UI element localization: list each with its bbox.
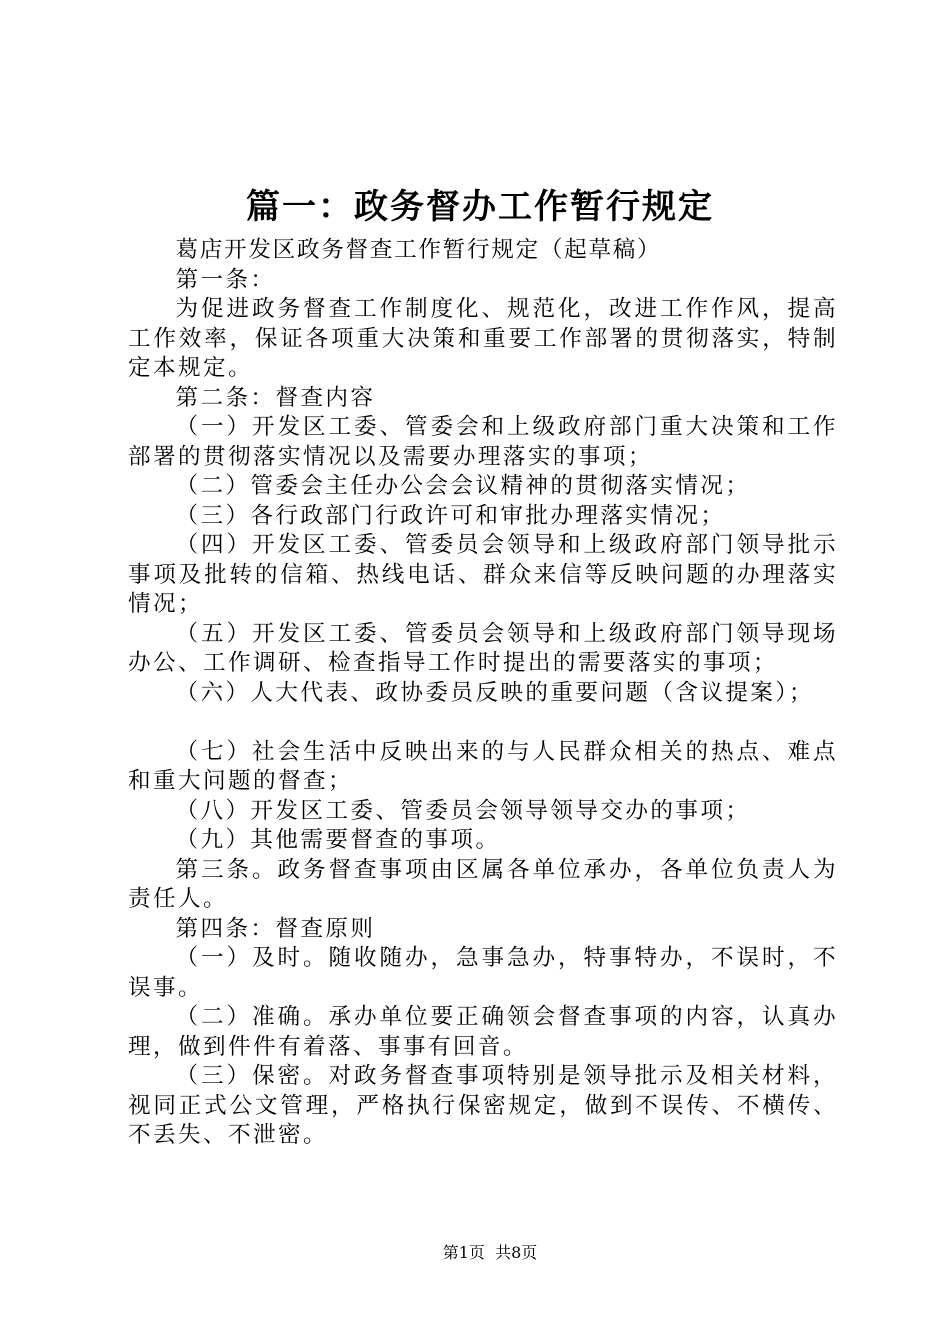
article-3-text: 第三条。政务督查事项由区属各单位承办，各单位负责人为责任人。	[128, 856, 838, 912]
article-2-item-4: （四）开发区工委、管委员会领导和上级政府部门领导批示事项及批转的信箱、热线电话、群众来信等反映问题的办理落实情况；	[128, 532, 838, 617]
page-footer: 第1页 共8页	[442, 1243, 538, 1262]
article-2-item-5: （五）开发区工委、管委员会领导和上级政府部门领导现场办公、工作调研、检查指导工作时提出的需要落实的事项；	[128, 620, 838, 676]
article-2-heading: 第二条：督查内容	[175, 384, 376, 411]
article-4-item-2: （二）准确。承办单位要正确领会督查事项的内容，认真办理，做到件件有着落、事事有回音。	[128, 1004, 838, 1060]
article-2-item-7: （七）社会生活中反映出来的与人民群众相关的热点、难点和重大问题的督查；	[128, 738, 838, 794]
article-2-item-9: （九）其他需要督查的事项。	[175, 827, 501, 853]
document-body	[128, 236, 838, 1151]
document-subtitle: 葛店开发区政务督查工作暂行规定（起草稿）	[175, 237, 662, 263]
blank-line	[128, 708, 838, 738]
article-2-item-6: （六）人大代表、政协委员反映的重要问题（含议提案）；	[175, 679, 814, 706]
article-1-heading: 第一条：	[175, 266, 276, 293]
article-4-item-3: （三）保密。对政务督查事项特别是领导批示及相关材料，视同正式公文管理，严格执行保密规定，做到不误传、不横传、不丢失、不泄密。	[128, 1063, 838, 1148]
article-4-heading: 第四条：督查原则	[175, 915, 376, 942]
article-1-text: 为促进政务督查工作制度化、规范化，改进工作作风，提高工作效率，保证各项重大决策和重要工作部署的贯彻落实，特制定本规定。	[128, 296, 838, 381]
article-2-item-3: （三）各行政部门行政许可和审批办理落实情况；	[175, 502, 726, 529]
article-2-item-2: （二）管委会主任办公会会议精神的贯彻落实情况；	[175, 473, 751, 499]
article-4-item-1: （一）及时。随收随办，急事急办，特事特办，不误时，不误事。	[128, 945, 838, 1001]
document-title: 篇一：政务督办工作暂行规定	[246, 187, 714, 227]
article-2-item-1: （一）开发区工委、管委会和上级政府部门重大决策和工作部署的贯彻落实情况以及需要办理落实的事项；	[128, 414, 838, 470]
article-2-item-8: （八）开发区工委、管委员会领导领导交办的事项；	[175, 797, 751, 824]
